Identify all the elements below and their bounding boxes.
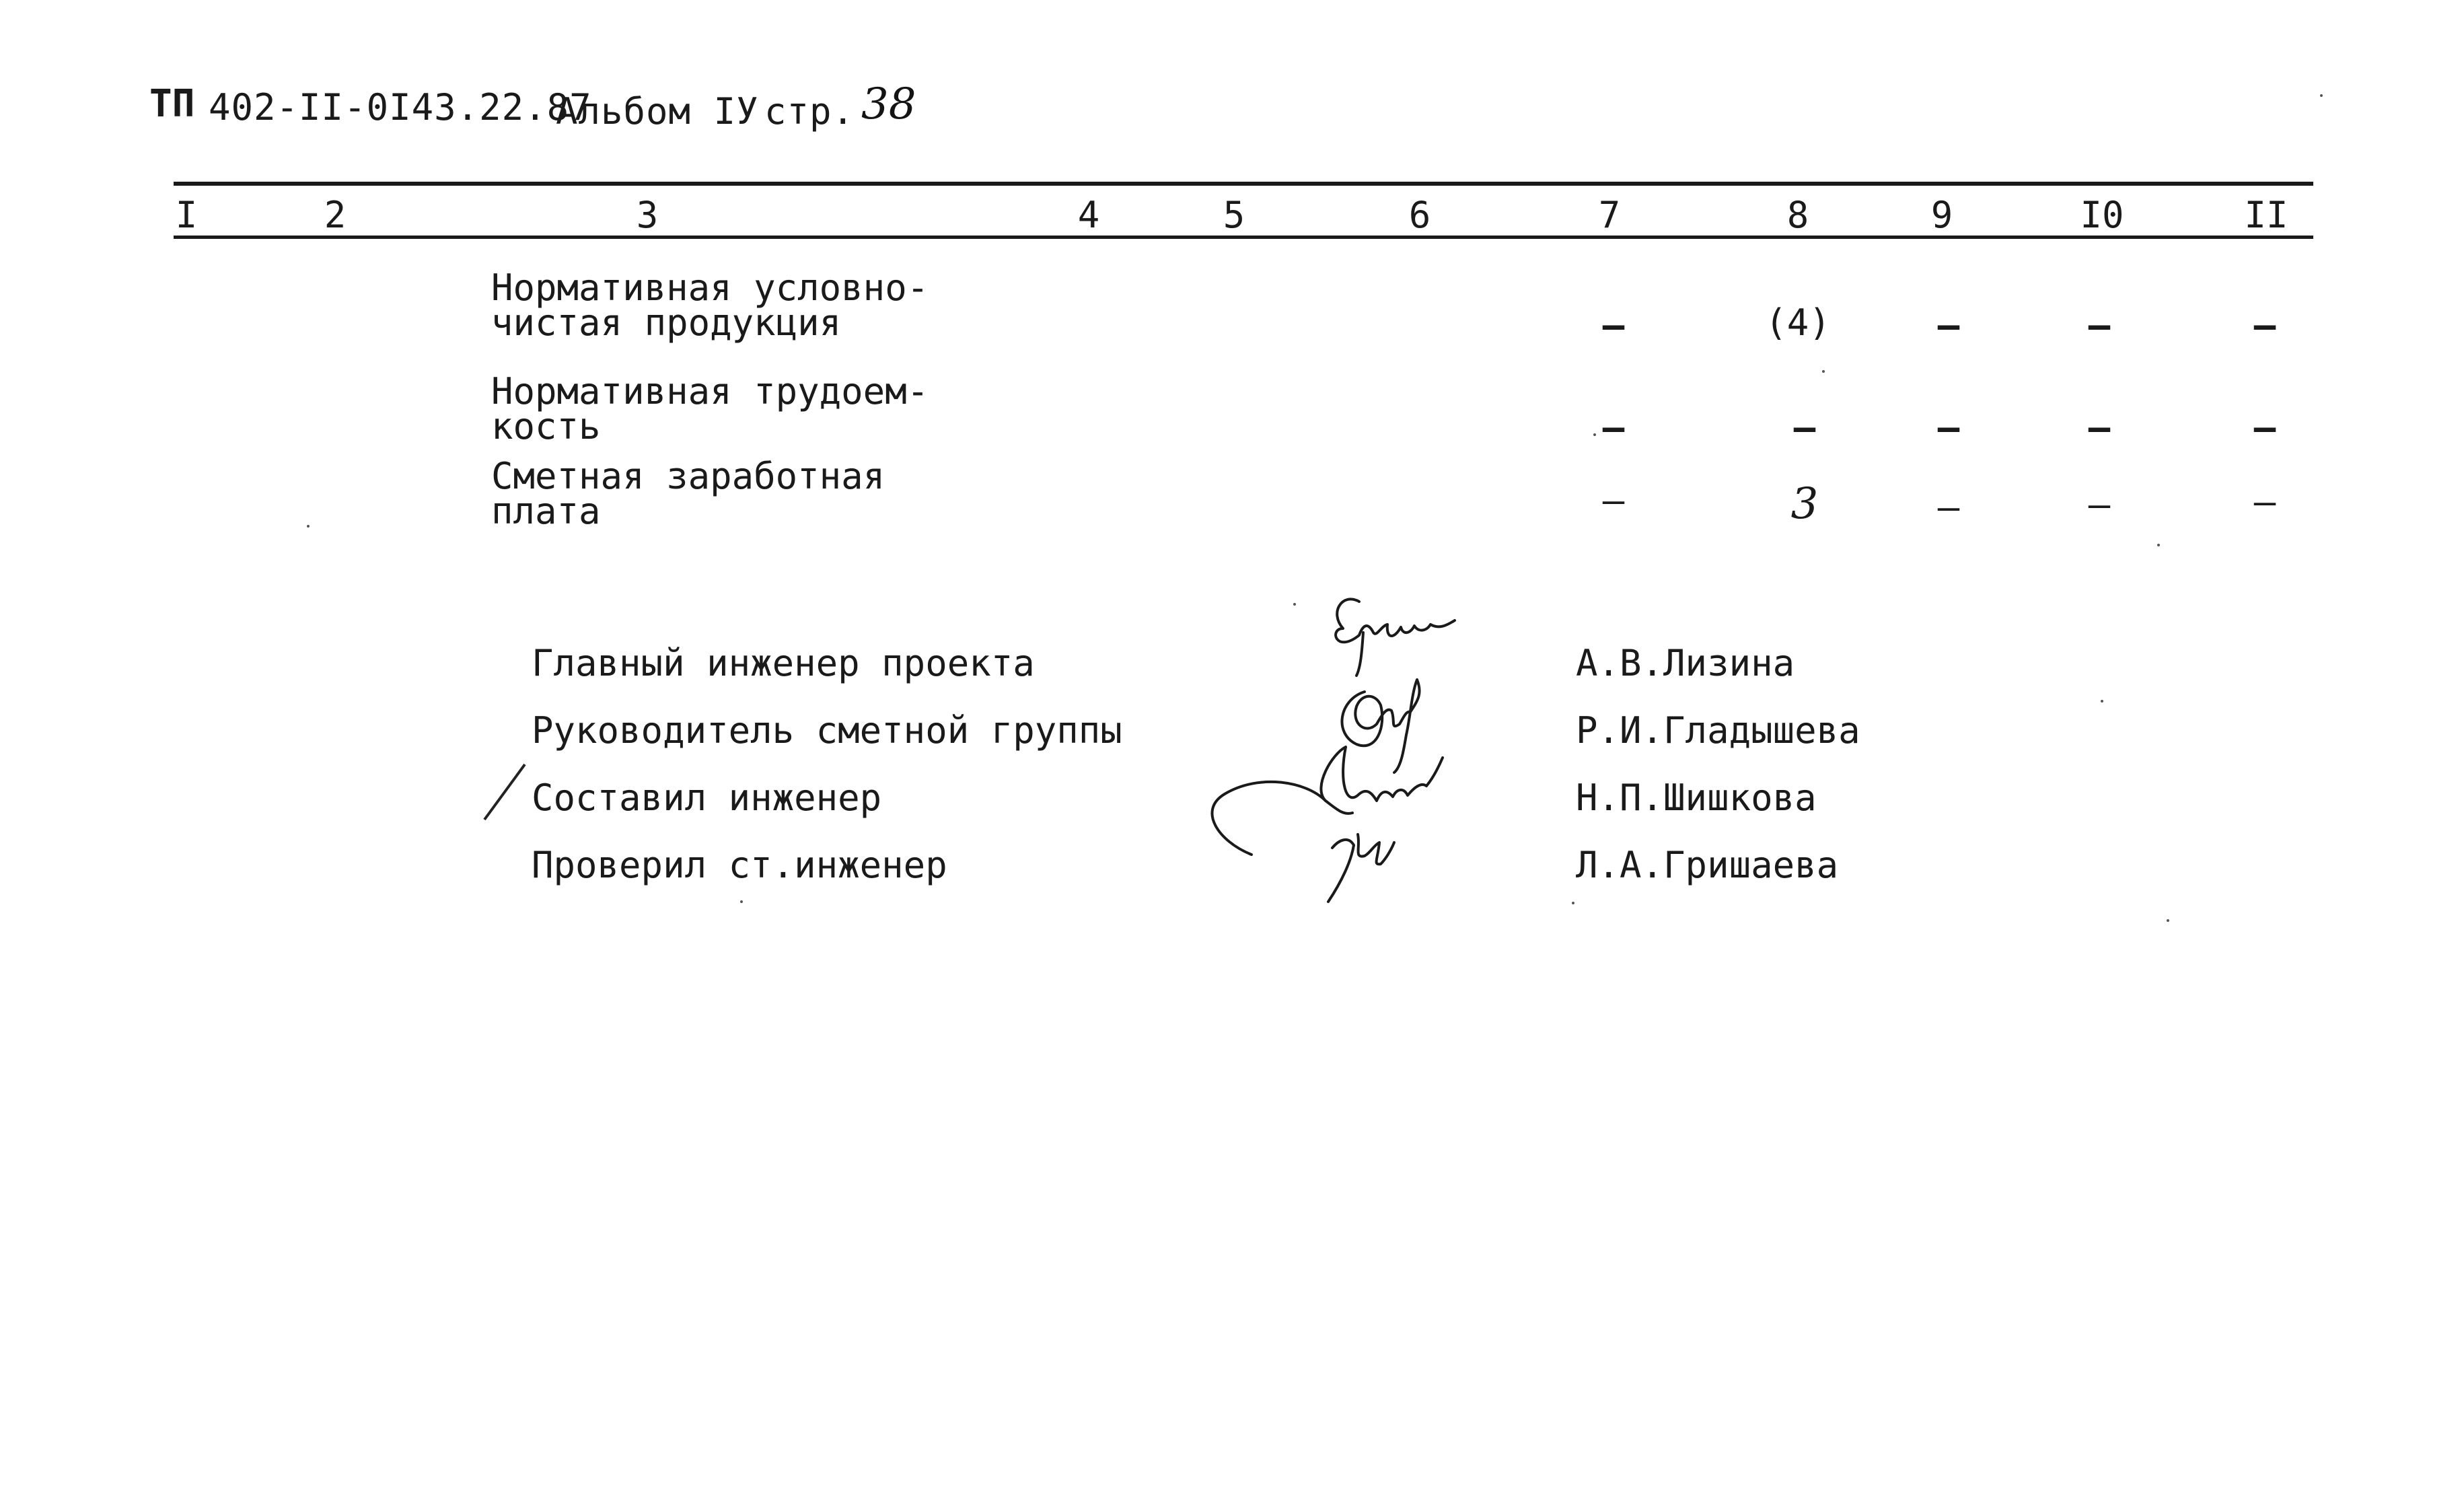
column-number: I0 — [2080, 194, 2124, 236]
cell-col8: (4) — [1765, 301, 1831, 344]
page-number: 38 — [861, 79, 916, 129]
column-number: 6 — [1408, 194, 1431, 236]
cell-col11: – — [2253, 406, 2276, 449]
scan-speck — [2157, 544, 2160, 546]
scan-speck — [1593, 433, 1596, 436]
row-name-line2: кость — [491, 405, 601, 447]
signature-role: Руководитель сметной группы — [532, 709, 1122, 752]
cell-col10: – — [2088, 304, 2111, 347]
scan-speck — [307, 525, 310, 528]
scan-speck — [2167, 919, 2169, 922]
scan-speck — [1293, 603, 1296, 606]
row-name-line1: Нормативная условно- — [491, 266, 929, 309]
cell-col7: – — [1602, 479, 1625, 522]
row-name-line1: Сметная заработная — [491, 455, 885, 497]
column-number: 7 — [1598, 194, 1621, 236]
cell-col9: – — [1937, 486, 1960, 528]
column-number: 5 — [1223, 194, 1245, 236]
document-code: 402-II-0I43.22.87 — [209, 86, 592, 129]
cell-col11: – — [2253, 480, 2276, 523]
column-number: I — [175, 194, 198, 236]
scan-speck — [2320, 94, 2323, 97]
check-mark — [482, 762, 529, 822]
cell-col7: – — [1602, 304, 1625, 347]
doc-type-mark: ТП — [149, 82, 195, 126]
column-number: 9 — [1930, 194, 1953, 236]
cell-col9: – — [1937, 304, 1960, 347]
column-number: 4 — [1077, 194, 1100, 236]
cell-col10: – — [2088, 406, 2111, 449]
signature-role: Проверил ст.инженер — [532, 844, 947, 886]
scan-speck — [740, 900, 743, 903]
signatory-name: Л.А.Гришаева — [1576, 844, 1839, 886]
handwritten-signatures — [1204, 592, 1527, 942]
column-number: 2 — [324, 194, 347, 236]
scan-speck — [2101, 700, 2103, 703]
cell-col11: – — [2253, 304, 2276, 347]
cell-col8: – — [1793, 406, 1816, 449]
row-name-line1: Нормативная трудоем- — [491, 370, 929, 412]
cell-col9: – — [1937, 406, 1960, 449]
cell-col10: – — [2088, 483, 2111, 526]
column-number: 3 — [636, 194, 659, 236]
scan-speck — [1822, 370, 1825, 373]
cell-col8: 3 — [1790, 479, 1819, 529]
row-name-line2: чистая продукция — [491, 301, 842, 344]
row-name-line2: плата — [491, 490, 601, 532]
column-number: II — [2244, 194, 2288, 236]
signature-role: Составил инженер — [532, 777, 882, 819]
table-top-rule — [174, 182, 2313, 186]
signature-role: Главный инженер проекта — [532, 642, 1035, 684]
signatory-name: А.В.Лизина — [1576, 642, 1795, 684]
album-label: Альбом IУ — [556, 90, 759, 133]
column-number: 8 — [1786, 194, 1809, 236]
scan-speck — [1572, 902, 1574, 904]
page-label: стр. — [764, 90, 855, 133]
cell-col7: – — [1602, 406, 1625, 449]
signatory-name: Н.П.Шишкова — [1576, 777, 1817, 819]
signatory-name: Р.И.Гладышева — [1576, 709, 1860, 752]
